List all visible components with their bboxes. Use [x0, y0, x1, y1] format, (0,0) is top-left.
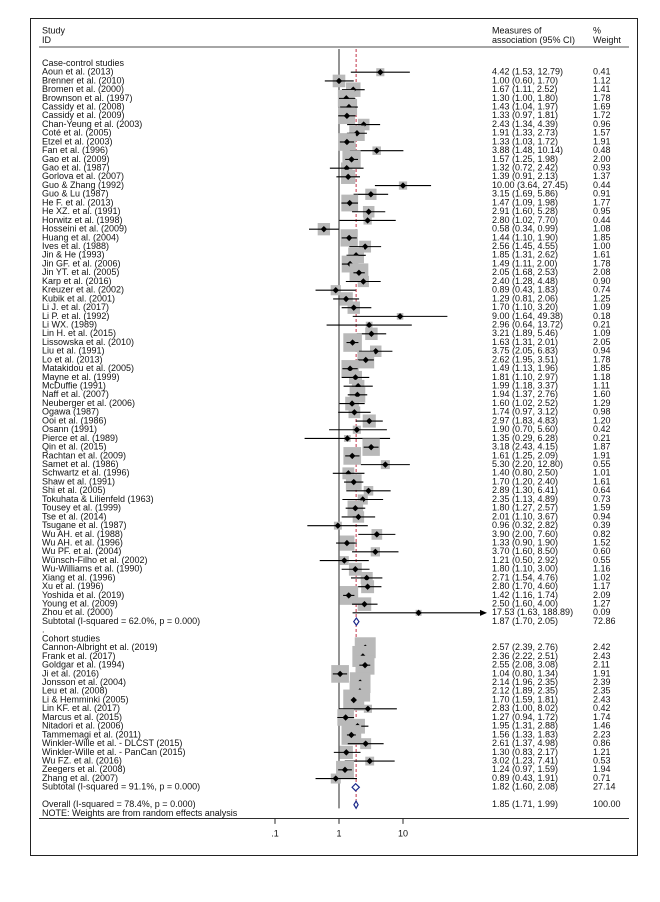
- study-weight-label: 1.08: [593, 223, 611, 234]
- study-label: Marcus et al. (2015): [42, 711, 123, 722]
- study-label: Kreuzer et al. (2002): [42, 284, 125, 295]
- study-weight-label: 2.42: [593, 642, 611, 653]
- study-label: Pierce et al. (1989): [42, 432, 119, 443]
- study-label: Young et al. (2009): [42, 598, 118, 609]
- overall-ci-label: 1.85 (1.71, 1.99): [492, 799, 559, 810]
- subtotal-ci-label: 1.87 (1.70, 2.05): [492, 615, 559, 626]
- study-label: Hosseini et al. (2009): [42, 223, 128, 234]
- study-label: Li & Hemminki (2005): [42, 694, 129, 705]
- study-label: Zeegers et al. (2008): [42, 764, 126, 775]
- study-weight-label: 0.64: [593, 485, 611, 496]
- study-ci-label: 3.90 (2.00, 7.60): [492, 528, 559, 539]
- study-ci-label: 1.70 (1.20, 2.40): [492, 476, 559, 487]
- study-label: Zhang et al. (2007): [42, 772, 119, 783]
- study-label: Mayne et al. (1999): [42, 371, 120, 382]
- study-ci-label: 2.36 (2.22, 2.51): [492, 650, 559, 661]
- study-weight-label: 1.78: [593, 92, 611, 103]
- study-weight-label: 1.27: [593, 598, 611, 609]
- study-label: Karp et al. (2016): [42, 275, 112, 286]
- study-ci-label: 1.35 (0.29, 6.28): [492, 432, 559, 443]
- study-label: Huang et al. (2004): [42, 232, 120, 243]
- subtotal-label: Subtotal (I-squared = 62.0%, p = 0.000): [42, 615, 201, 626]
- study-ci-label: 1.95 (1.31, 2.88): [492, 720, 559, 731]
- study-ci-label: 10.00 (3.64, 27.45): [492, 179, 569, 190]
- study-weight-label: 1.41: [593, 84, 611, 95]
- study-weight-label: 1.20: [593, 415, 611, 426]
- study-ci-label: 1.47 (1.09, 1.98): [492, 197, 559, 208]
- study-ci-label: 1.70 (1.59, 1.81): [492, 694, 559, 705]
- subtotal-diamond: [352, 784, 359, 791]
- study-ci-label: 4.42 (1.53, 12.79): [492, 66, 564, 77]
- study-label: Tsugane et al. (1987): [42, 520, 127, 531]
- study-weight-label: 0.48: [593, 145, 611, 156]
- study-weight-label: 0.18: [593, 310, 611, 321]
- study-ci-label: 3.18 (2.43, 4.15): [492, 441, 559, 452]
- study-ci-label: 1.80 (1.27, 2.57): [492, 502, 559, 513]
- study-label: Lin KF. et al. (2017): [42, 703, 121, 714]
- study-weight-label: 2.08: [593, 267, 611, 278]
- study-label: Liu et al. (1991): [42, 345, 105, 356]
- study-label: Naff et al. (2007): [42, 389, 109, 400]
- study-label: Brenner et al. (2010): [42, 75, 125, 86]
- subtotal-ci-label: 1.82 (1.60, 2.08): [492, 781, 559, 792]
- study-label: Lin H. et al. (2015): [42, 328, 117, 339]
- study-ci-label: 2.80 (1.02, 7.70): [492, 214, 559, 225]
- study-label: Wu-Williams et al. (1990): [42, 563, 143, 574]
- study-label: Osann (1991): [42, 424, 98, 435]
- study-weight-label: 2.09: [593, 589, 611, 600]
- study-label: Matakidou et al. (2005): [42, 363, 135, 374]
- study-weight-label: 1.37: [593, 171, 611, 182]
- study-weight-label: 2.39: [593, 676, 611, 687]
- study-weight-label: 0.60: [593, 546, 611, 557]
- study-ci-label: 2.35 (1.13, 4.89): [492, 493, 559, 504]
- study-label: Jin GF. et al. (2006): [42, 258, 121, 269]
- study-label: Samet et al. (1986): [42, 458, 119, 469]
- header-study: Study: [42, 25, 66, 36]
- weights-note: NOTE: Weights are from random effects analysis: [42, 807, 238, 818]
- study-ci-label: 2.14 (1.96, 2.35): [492, 676, 559, 687]
- study-weight-label: 1.09: [593, 302, 611, 313]
- study-label: Chan-Yeung et al. (2003): [42, 118, 143, 129]
- study-label: Nitadori et al. (2006): [42, 720, 124, 731]
- study-ci-label: 2.43 (1.34, 4.39): [492, 118, 559, 129]
- header-measure-ci: association (95% CI): [492, 34, 576, 45]
- study-label: Jin YT. et al. (2005): [42, 267, 120, 278]
- study-weight-label: 0.98: [593, 406, 611, 417]
- study-weight-label: 2.05: [593, 336, 611, 347]
- study-ci-label: 1.40 (0.80, 2.50): [492, 467, 559, 478]
- study-ci-label: 1.80 (1.10, 3.00): [492, 563, 559, 574]
- study-weight-label: 0.82: [593, 528, 611, 539]
- study-ci-label: 1.32 (0.72, 2.42): [492, 162, 559, 173]
- study-weight-label: 0.74: [593, 284, 611, 295]
- study-weight-label: 1.85: [593, 232, 611, 243]
- study-weight-label: 1.16: [593, 563, 611, 574]
- study-label: Leu et al. (2008): [42, 685, 108, 696]
- study-ci-label: 2.12 (1.89, 2.35): [492, 685, 559, 696]
- study-ci-label: 3.21 (1.89, 5.46): [492, 328, 559, 339]
- study-ci-label: 2.96 (0.64, 13.72): [492, 319, 564, 330]
- study-weight-label: 1.77: [593, 197, 611, 208]
- study-label: Wünsch-Filho et al. (2002): [42, 554, 148, 565]
- study-ci-label: 1.49 (1.13, 1.96): [492, 363, 559, 374]
- study-label: Xiang et al. (1996): [42, 572, 116, 583]
- study-label: Etzel et al. (2003): [42, 136, 113, 147]
- study-ci-label: 1.39 (0.91, 2.13): [492, 171, 559, 182]
- study-label: McDuffie (1991): [42, 380, 106, 391]
- study-ci-label: 0.96 (0.32, 2.82): [492, 520, 559, 531]
- study-label: Guo & Lu (1987): [42, 188, 109, 199]
- study-ci-label: 1.81 (1.10, 2.97): [492, 371, 559, 382]
- study-label: Kubik et al. (2001): [42, 293, 116, 304]
- study-ci-label: 1.57 (1.25, 1.98): [492, 153, 559, 164]
- study-label: Schwartz et al. (1996): [42, 467, 130, 478]
- study-weight-label: 1.61: [593, 476, 611, 487]
- study-ci-label: 1.21 (0.50, 2.92): [492, 554, 559, 565]
- study-ci-label: 1.99 (1.18, 3.37): [492, 380, 559, 391]
- study-label: Tse et al. (2014): [42, 511, 107, 522]
- study-weight-label: 1.91: [593, 450, 611, 461]
- study-label: Tokuhata & Lilienfeld (1963): [42, 493, 154, 504]
- study-label: Coté et al. (2005): [42, 127, 112, 138]
- study-label: Zhou et al. (2000): [42, 607, 114, 618]
- study-weight-label: 0.09: [593, 607, 611, 618]
- study-label: Cassidy et al. (2009): [42, 110, 125, 121]
- study-label: Shi et al. (2005): [42, 485, 106, 496]
- study-label: Bromen et al. (2000): [42, 84, 125, 95]
- study-label: Li J. et al. (2017): [42, 302, 110, 313]
- study-weight-label: 0.42: [593, 424, 611, 435]
- study-ci-label: 1.94 (1.37, 2.76): [492, 389, 559, 400]
- study-label: Brownson et al. (1997): [42, 92, 133, 103]
- study-weight-label: 2.43: [593, 650, 611, 661]
- study-ci-label: 17.53 (1.63, 188.89): [492, 607, 574, 618]
- study-weight-label: 1.78: [593, 354, 611, 365]
- group-title: Cohort studies: [42, 633, 101, 644]
- study-label: Guo & Zhang (1992): [42, 179, 125, 190]
- study-weight-label: 0.95: [593, 206, 611, 217]
- study-ci-arrow: [480, 610, 487, 616]
- study-ci-label: 1.30 (1.00, 1.80): [492, 92, 559, 103]
- study-weight-label: 1.87: [593, 441, 611, 452]
- study-weight-label: 2.35: [593, 685, 611, 696]
- study-ci-label: 3.75 (2.05, 6.83): [492, 345, 559, 356]
- study-weight-label: 1.00: [593, 240, 611, 251]
- study-label: Tousey et al. (1999): [42, 502, 122, 513]
- study-ci-label: 9.00 (1.64, 49.38): [492, 310, 564, 321]
- study-ci-label: 1.49 (1.11, 2.00): [492, 258, 558, 269]
- x-tick-label: 10: [397, 828, 409, 839]
- study-label: Shaw et al. (1991): [42, 476, 116, 487]
- study-weight-label: 0.44: [593, 214, 611, 225]
- study-ci-label: 1.61 (1.25, 2.09): [492, 450, 559, 461]
- study-weight-label: 0.96: [593, 118, 611, 129]
- study-label: Horwitz et al. (1998): [42, 214, 123, 225]
- forest-plot: [31, 19, 637, 855]
- study-ci-label: 1.63 (1.31, 2.01): [492, 336, 559, 347]
- study-ci-label: 1.85 (1.31, 2.62): [492, 249, 559, 260]
- study-label: Cannon-Albright et al. (2019): [42, 642, 158, 653]
- study-weight-label: 0.86: [593, 738, 611, 749]
- study-label: Wu AH. et al. (1996): [42, 537, 123, 548]
- study-ci-label: 2.62 (1.95, 3.51): [492, 354, 559, 365]
- study-label: Gorlova et al. (2007): [42, 171, 125, 182]
- study-label: Gao et al. (2009): [42, 153, 110, 164]
- study-ci-label: 1.30 (0.83, 2.17): [492, 746, 559, 757]
- subtotal-diamond: [354, 618, 359, 625]
- study-weight-label: 1.69: [593, 101, 611, 112]
- study-label: Wu AH. et al. (1988): [42, 528, 123, 539]
- study-ci-label: 0.58 (0.34, 0.99): [492, 223, 559, 234]
- study-label: Wu PF. et al. (2004): [42, 546, 122, 557]
- x-tick-label: .1: [271, 828, 279, 839]
- study-weight-label: 1.01: [593, 467, 611, 478]
- study-ci-label: 1.33 (1.03, 1.72): [492, 136, 559, 147]
- study-label: Neuberger et al. (2006): [42, 397, 136, 408]
- study-label: He F. et al. (2013): [42, 197, 114, 208]
- study-label: Wu FZ. et al. (2016): [42, 755, 122, 766]
- study-weight-label: 0.91: [593, 188, 611, 199]
- study-weight-label: 1.74: [593, 711, 611, 722]
- group-separator: .: [42, 624, 45, 635]
- study-label: Ooi et al. (1986): [42, 415, 107, 426]
- study-weight-label: 1.91: [593, 136, 611, 147]
- study-label: Xu et al. (1996): [42, 581, 104, 592]
- study-label: Yoshida et al. (2019): [42, 589, 125, 600]
- study-weight-label: 1.18: [593, 371, 611, 382]
- group-title: Case-control studies: [42, 57, 125, 68]
- overall-diamond: [354, 801, 358, 808]
- study-ci-label: 2.61 (1.37, 4.98): [492, 738, 559, 749]
- study-ci-label: 1.04 (0.80, 1.34): [492, 668, 559, 679]
- header-weight-symbol: %: [593, 25, 602, 36]
- study-ci-label: 2.56 (1.45, 4.55): [492, 240, 559, 251]
- study-weight-label: 1.91: [593, 668, 611, 679]
- study-weight-label: 0.42: [593, 703, 611, 714]
- study-weight-label: 1.60: [593, 389, 611, 400]
- study-label: Frank et al. (2017): [42, 650, 116, 661]
- study-ci-label: 1.33 (0.90, 1.90): [492, 537, 559, 548]
- study-label: Li P. et al. (1992): [42, 310, 110, 321]
- study-label: Fan et al. (1996): [42, 145, 109, 156]
- study-weight-label: 1.02: [593, 572, 611, 583]
- study-weight-label: 1.46: [593, 720, 611, 731]
- study-weight-label: 2.43: [593, 694, 611, 705]
- study-label: Winkler-Wille et al. - DLCST (2015): [42, 738, 183, 749]
- study-ci-label: 2.50 (1.60, 4.00): [492, 598, 559, 609]
- study-ci-label: 2.01 (1.10, 3.67): [492, 511, 559, 522]
- study-weight-label: 1.09: [593, 328, 611, 339]
- study-ci-label: 1.29 (0.81, 2.06): [492, 293, 559, 304]
- study-weight-label: 1.21: [593, 746, 611, 757]
- study-ci-label: 3.88 (1.48, 10.14): [492, 145, 564, 156]
- study-ci-label: 1.74 (0.97, 3.12): [492, 406, 559, 417]
- study-ci-label: 1.42 (1.16, 1.74): [492, 589, 559, 600]
- study-weight-label: 0.41: [593, 66, 611, 77]
- study-ci-label: 2.57 (2.39, 2.76): [492, 642, 559, 653]
- study-label: Aoun et al. (2013): [42, 66, 114, 77]
- study-label: Li WX. (1989): [42, 319, 98, 330]
- subtotal-label: Subtotal (I-squared = 91.1%, p = 0.000): [42, 781, 201, 792]
- study-label: Ogawa (1987): [42, 406, 100, 417]
- study-ci-label: 1.44 (1.10, 1.90): [492, 232, 559, 243]
- study-label: Goldgar et al. (1994): [42, 659, 125, 670]
- study-weight-label: 0.94: [593, 511, 611, 522]
- header-id: ID: [42, 34, 51, 45]
- study-weight-label: 2.11: [593, 659, 610, 670]
- header-measure: Measures of: [492, 25, 542, 36]
- study-weight-label: 1.17: [593, 581, 611, 592]
- study-ci-label: 1.56 (1.33, 1.83): [492, 729, 559, 740]
- study-label: Gao et al. (1987): [42, 162, 110, 173]
- study-weight-label: 1.52: [593, 537, 611, 548]
- study-label: Rachtan et al. (2009): [42, 450, 127, 461]
- study-label: Winkler-Wille et al. - PanCan (2015): [42, 746, 186, 757]
- study-weight-label: 0.44: [593, 179, 611, 190]
- study-label: He XZ. et al. (1991): [42, 206, 121, 217]
- study-ci-label: 2.91 (1.60, 5.28): [492, 206, 559, 217]
- study-label: Ives et al. (1988): [42, 240, 110, 251]
- study-label: Jonsson et al. (2004): [42, 676, 127, 687]
- study-weight-label: 0.94: [593, 345, 611, 356]
- study-weight-label: 0.90: [593, 275, 611, 286]
- study-weight-label: 0.55: [593, 554, 611, 565]
- study-weight-label: 0.55: [593, 458, 611, 469]
- study-weight-label: 0.93: [593, 162, 611, 173]
- study-ci-label: 1.00 (0.60, 1.70): [492, 75, 559, 86]
- x-tick-label: 1: [336, 828, 342, 839]
- study-ci-label: 3.70 (1.60, 8.50): [492, 546, 559, 557]
- study-ci-label: 2.40 (1.28, 4.48): [492, 275, 559, 286]
- study-label: Lo et al. (2013): [42, 354, 103, 365]
- study-ci-label: 1.70 (1.10, 3.20): [492, 302, 559, 313]
- overall-weight-label: 100.00: [593, 799, 621, 810]
- study-weight-label: 0.73: [593, 493, 611, 504]
- subtotal-weight-label: 27.14: [593, 781, 616, 792]
- study-ci-label: 2.71 (1.54, 4.76): [492, 572, 559, 583]
- study-ci-label: 5.30 (2.20, 12.80): [492, 458, 564, 469]
- study-weight-label: 0.21: [593, 432, 611, 443]
- study-weight-label: 1.57: [593, 127, 611, 138]
- study-weight-label: 1.78: [593, 258, 611, 269]
- study-ci-label: 1.43 (1.04, 1.97): [492, 101, 559, 112]
- study-label: Qin et al. (2015): [42, 441, 107, 452]
- study-ci-label: 0.89 (0.43, 1.83): [492, 284, 559, 295]
- study-ci-label: 1.91 (1.33, 2.73): [492, 127, 559, 138]
- study-weight-label: 1.72: [593, 110, 611, 121]
- study-ci-label: 2.80 (1.70, 4.60): [492, 581, 559, 592]
- study-weight-label: 1.61: [593, 249, 611, 260]
- study-weight-label: 2.00: [593, 153, 611, 164]
- study-weight-label: 1.29: [593, 397, 611, 408]
- study-weight-label: 1.59: [593, 502, 611, 513]
- study-ci-label: 1.60 (1.02, 2.52): [492, 397, 559, 408]
- study-label: Ji et al. (2016): [42, 668, 100, 679]
- study-weight-label: 1.11: [593, 380, 610, 391]
- study-ci-label: 1.27 (0.94, 1.72): [492, 711, 559, 722]
- study-ci-label: 2.83 (1.00, 8.02): [492, 703, 559, 714]
- study-ci-label: 2.55 (2.08, 3.08): [492, 659, 559, 670]
- study-weight-label: 1.25: [593, 293, 611, 304]
- study-label: Tammemagi et al. (2011): [42, 729, 141, 740]
- study-ci-label: 3.15 (1.69, 5.86): [492, 188, 559, 199]
- header-weight: Weight: [593, 34, 621, 45]
- forest-plot-frame: [30, 18, 638, 856]
- study-ci-label: 2.97 (1.83, 4.83): [492, 415, 559, 426]
- study-weight-label: 0.21: [593, 319, 611, 330]
- study-weight-label: 1.94: [593, 764, 611, 775]
- study-ci-label: 1.33 (0.97, 1.81): [492, 110, 559, 121]
- study-ci-label: 2.89 (1.30, 6.41): [492, 485, 559, 496]
- study-weight-label: 2.23: [593, 729, 611, 740]
- study-label: Cassidy et al. (2008): [42, 101, 125, 112]
- study-ci-label: 1.24 (0.97, 1.59): [492, 764, 559, 775]
- study-ci-label: 2.05 (1.68, 2.53): [492, 267, 559, 278]
- study-ci-label: 3.02 (1.23, 7.41): [492, 755, 559, 766]
- overall-label: Overall (I-squared = 78.4%, p = 0.000): [42, 799, 196, 810]
- study-label: Lissowska et al. (2010): [42, 336, 135, 347]
- study-ci-label: 1.67 (1.11, 2.52): [492, 84, 558, 95]
- study-weight-label: 0.53: [593, 755, 611, 766]
- study-weight-label: 0.71: [593, 772, 611, 783]
- study-label: Jin & He (1993): [42, 249, 105, 260]
- subtotal-weight-label: 72.86: [593, 615, 616, 626]
- study-ci-label: 0.89 (0.43, 1.91): [492, 772, 559, 783]
- study-weight-label: 1.12: [593, 75, 611, 86]
- study-weight-label: 0.39: [593, 520, 611, 531]
- study-ci-label: 1.90 (0.70, 5.60): [492, 424, 559, 435]
- study-weight-label: 1.85: [593, 363, 611, 374]
